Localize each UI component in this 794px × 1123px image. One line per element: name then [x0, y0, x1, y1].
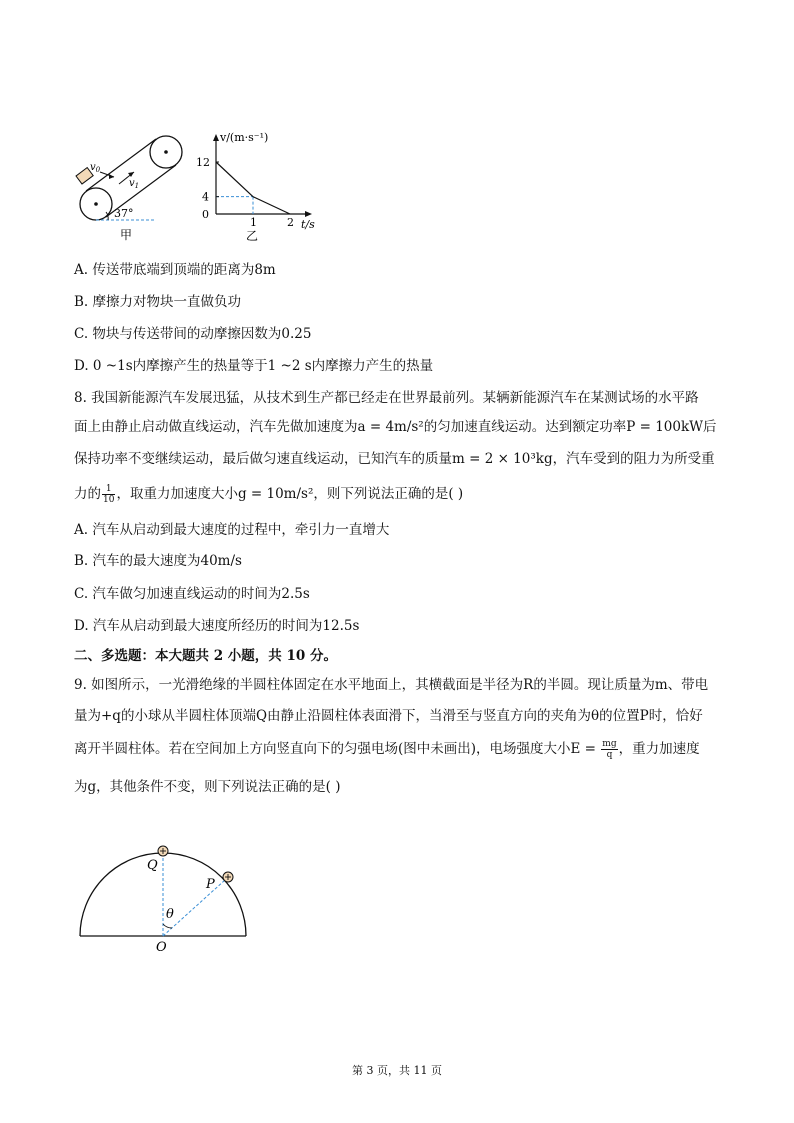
label-theta: θ: [166, 907, 174, 922]
half-cylinder-figure: [72, 838, 262, 956]
label-p: P: [206, 877, 215, 892]
q9-stem-line2: 量为+q的小球从半圆柱体顶端Q由静止沿圆柱体表面滑下，当滑至与竖直方向的夹角为θ的位置P时，恰好: [74, 708, 703, 724]
label-o: O: [156, 940, 167, 955]
q7-option-b: B. 摩擦力对物块一直做负功: [74, 294, 242, 310]
q8-option-c: C. 汽车做匀加速直线运动的时间为2.5s: [74, 586, 310, 602]
y-axis-label: v/(m·s⁻¹): [220, 131, 269, 144]
q7-option-a: A. 传送带底端到顶端的距离为8m: [74, 262, 276, 278]
figure-caption-yi: 乙: [246, 229, 259, 243]
label-q: Q: [147, 858, 158, 873]
q8-frac-num: 1: [102, 484, 115, 495]
q8-option-d: D. 汽车从启动到最大速度所经历的时间为12.5s: [74, 618, 360, 634]
q9-stem3-post: ，重力加速度: [618, 741, 700, 757]
q7-option-c: C. 物块与传送带间的动摩擦因数为0.25: [74, 326, 312, 342]
q8-option-b: B. 汽车的最大速度为40m/s: [74, 553, 242, 569]
q8-stem-line2: 面上由静止启动做直线运动，汽车先做加速度为a = 4m/s²的匀加速直线运动。达到额定功率P = 100kW后: [74, 419, 717, 435]
v0-label: $v_0$: [90, 162, 101, 174]
q9-frac-den: q: [606, 750, 613, 760]
q9-stem-line1: 9. 如图所示，一光滑绝缘的半圆柱体固定在水平地面上，其横截面是半径为R的半圆。现让质量为m、带电: [74, 677, 709, 693]
q8-stem-line3: 保持功率不变继续运动，最后做匀速直线运动，已知汽车的质量m = 2 × 10³kg，汽车受到的阻力为所受重: [74, 451, 715, 467]
q7-option-d: D. 0 ~1s内摩擦产生的热量等于1 ~2 s内摩擦力产生的热量: [74, 358, 434, 374]
x-tick-1: 1: [250, 216, 257, 229]
q8-fraction: [102, 484, 115, 505]
q8-stem-line4: [74, 484, 463, 505]
q8-stem4-post: ，取重力加速度大小g = 10m/s²，则下列说法正确的是( ): [116, 486, 464, 502]
q9-stem3-pre: 离开半圆柱体。若在空间加上方向竖直向下的匀强电场(图中未画出)，电场强度大小E =: [74, 741, 601, 757]
series-segment-1: [216, 162, 253, 197]
angle-label: 37°: [114, 207, 134, 220]
x-axis-label: t/s: [301, 218, 315, 231]
series-segment-2: [253, 197, 290, 214]
q9-stem-line3: [74, 739, 700, 760]
q8-option-a: A. 汽车从启动到最大速度的过程中，牵引力一直增大: [74, 522, 390, 538]
y-tick-12: 12: [196, 156, 210, 169]
section-heading-multiple-choice: 二、多选题：本大题共 2 小题，共 10 分。: [74, 648, 337, 664]
page-footer: 第 3 页，共 11 页: [352, 1064, 442, 1077]
y-tick-4: 4: [202, 190, 209, 204]
x-tick-2: 2: [287, 216, 294, 229]
q9-frac-num: mg: [602, 739, 617, 749]
v1-label: $v_1$: [129, 178, 140, 190]
q8-stem-line1: 8. 我国新能源汽车发展迅猛，从技术到生产都已经走在世界最前列。某辆新能源汽车在某测试场的水平路: [74, 390, 699, 406]
q8-stem4-pre: 力的: [74, 486, 101, 502]
q9-stem-line4: 为g，其他条件不变，则下列说法正确的是( ): [74, 779, 341, 795]
figure-caption-jia: 甲: [120, 228, 133, 242]
q8-frac-den: 10: [103, 495, 115, 505]
conveyor-belt-figure: [66, 126, 196, 244]
vt-graph-figure: [196, 128, 326, 244]
q9-fraction: [601, 739, 617, 760]
y-tick-0: 0: [202, 208, 209, 221]
